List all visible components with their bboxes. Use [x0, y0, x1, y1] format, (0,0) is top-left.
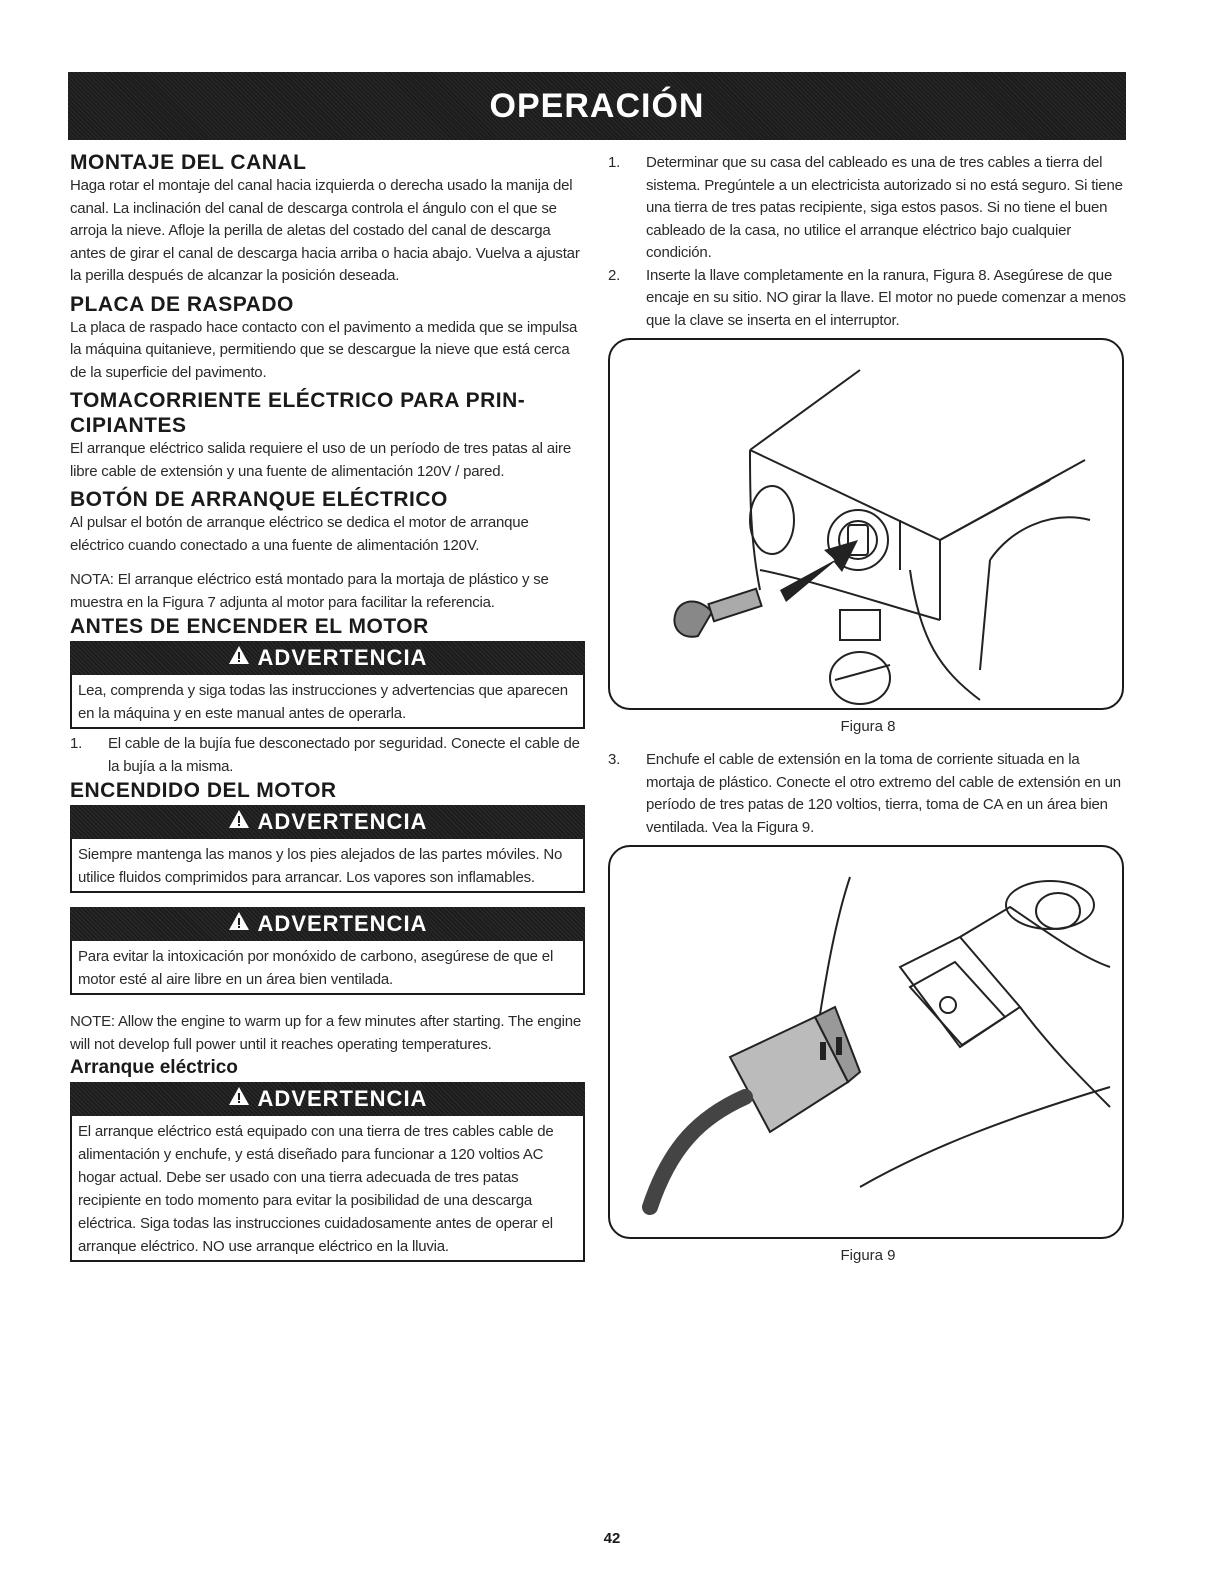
heading-tomacorriente: TOMACORRIENTE ELÉCTRICO PARA PRIN-CIPIANTES: [70, 389, 526, 437]
warning-box-2: [70, 805, 585, 893]
warning-box-3: [70, 907, 585, 995]
warning-label: ADVERTENCIA: [257, 645, 428, 670]
plug-icon: [730, 1007, 860, 1132]
list-number: 3.: [608, 751, 621, 768]
list-item: [608, 152, 1128, 265]
figure-8-caption: Figura 8: [840, 718, 896, 735]
warning-text-1: Lea, comprenda y siga todas las instrucciones y advertencias que aparecen en la máquina y en este manual antes de operarla.: [78, 682, 568, 722]
paragraph-nota: NOTA: El arranque eléctrico está montado para la mortaja de plástico y se muestra en la Figura 7 adjunta al motor para facilitar la referencia.: [70, 571, 549, 611]
warning-header-2: [70, 805, 585, 839]
figure-8-illustration: [608, 338, 1124, 710]
warning-triangle-icon: [228, 911, 250, 937]
warning-label: ADVERTENCIA: [257, 911, 428, 936]
right-column: [608, 152, 1128, 1264]
list-item: [70, 733, 585, 778]
list-number: 2.: [608, 266, 621, 284]
warning-header-4: [70, 1082, 585, 1116]
warning-triangle-icon: [228, 809, 250, 835]
warning-header-1: [70, 641, 585, 675]
heading-antes: ANTES DE ENCENDER EL MOTOR: [70, 615, 429, 638]
heading-montaje: MONTAJE DEL CANAL: [70, 151, 307, 174]
warning-header-3: [70, 907, 585, 941]
list-number: 1.: [608, 154, 621, 171]
paragraph-boton: Al pulsar el botón de arranque eléctrico se dedica el motor de arranque eléctrico cuando conectado a una fuente de alimentación 120V.: [70, 514, 529, 554]
list-text: El cable de la bujía fue desconectado por seguridad. Conecte el cable de la bujía a la misma.: [108, 735, 580, 775]
warning-text-2: Siempre mantenga las manos y los pies alejados de las partes móviles. No utilice fluidos comprimidos para arrancar. Los vapores son inflamables.: [78, 846, 563, 886]
cord-icon: [650, 1097, 745, 1207]
warning-box-1: [70, 641, 585, 729]
warning-box-4: [70, 1082, 585, 1262]
warning-triangle-icon: [228, 1086, 250, 1112]
warning-label: ADVERTENCIA: [257, 1086, 428, 1111]
figure-9-caption: Figura 9: [840, 1247, 896, 1264]
heading-arranque: Arranque eléctrico: [70, 1057, 238, 1078]
heading-encendido: ENCENDIDO DEL MOTOR: [70, 779, 337, 802]
list-text: Inserte la llave completamente en la ranura, Figura 8. Asegúrese de que encaje en su sitio. NO girar la llave. El motor no puede comenzar a menos que la clave se inserta en el interruptor.: [646, 266, 1126, 329]
heading-placa: PLACA DE RASPADO: [70, 292, 294, 316]
paragraph-note: NOTE: Allow the engine to warm up for a few minutes after starting. The engine will not develop full power until it reaches operating temperatures.: [70, 1013, 582, 1053]
section-title: OPERACIÓN: [489, 86, 705, 125]
list-text: Enchufe el cable de extensión en la toma de corriente situada en la mortaja de plástico. Conecte el otro extremo del cable de extensión en un período de tres patas de 120 voltios, tierra, toma de CA en un área bien ventilada. Vea la Figura 9.: [646, 751, 1121, 836]
section-banner: [68, 72, 1126, 140]
page-number: 42: [603, 1530, 621, 1547]
paragraph-montaje: Haga rotar el montaje del canal hacia izquierda o derecha usado la manija del canal. La inclinación del canal de descarga controla el ángulo con el que se arroja la nieve. Afloje la perilla de aletas del costado del canal de descarga antes de girar el canal de descarga hacia arriba o hacia abajo. Vuelva a ajustar la perilla después de alcanzar la posición deseada.: [70, 177, 580, 284]
list-text: Determinar que su casa del cableado es una de tres cables a tierra del sistema. Pregúntele a un electricista autorizado si no está seguro. Si tiene una tierra de tres patas recipiente, siga estos pasos. Si no tiene el buen cableado de la casa, no utilice el arranque eléctrico bajo cualquier condición.: [646, 154, 1123, 261]
list-item: [608, 749, 1128, 839]
paragraph-placa: La placa de raspado hace contacto con el pavimento a medida que se impulsa la máquina quitanieve, permitiendo que se descargue la nieve que está cerca de la superficie del pavimento.: [70, 318, 578, 381]
list-item: [608, 265, 1128, 333]
warning-label: ADVERTENCIA: [257, 809, 428, 834]
warning-text-4: El arranque eléctrico está equipado con una tierra de tres cables cable de alimentación y enchufe, y está diseñado para funcionar a 120 voltios AC hogar actual. Debe ser usado con una tierra adecuada de tres patas recipiente en todo momento para evitar la posibilidad de una descarga eléctrica. Siga todas las instrucciones cuidadosamente antes de operar el arranque eléctrico. NO use arranque eléctrico en la lluvia.: [78, 1123, 554, 1255]
key-icon: [674, 589, 761, 637]
engine-key-illustration: [610, 340, 1122, 708]
warning-triangle-icon: [228, 645, 250, 671]
paragraph-tomacorriente: El arranque eléctrico salida requiere el uso de un período de tres patas al aire libre cable de extensión y una fuente de alimentación 120V / pared.: [70, 440, 571, 480]
warning-text-3: Para evitar la intoxicación por monóxido de carbono, asegúrese de que el motor esté al aire libre en un área bien ventilada.: [78, 948, 554, 988]
list-number: 1.: [70, 735, 83, 752]
heading-boton: BOTÓN DE ARRANQUE ELÉCTRICO: [70, 488, 448, 511]
figure-9-illustration: [608, 845, 1124, 1239]
left-column: [70, 150, 585, 1266]
extension-cord-illustration: [610, 847, 1122, 1237]
